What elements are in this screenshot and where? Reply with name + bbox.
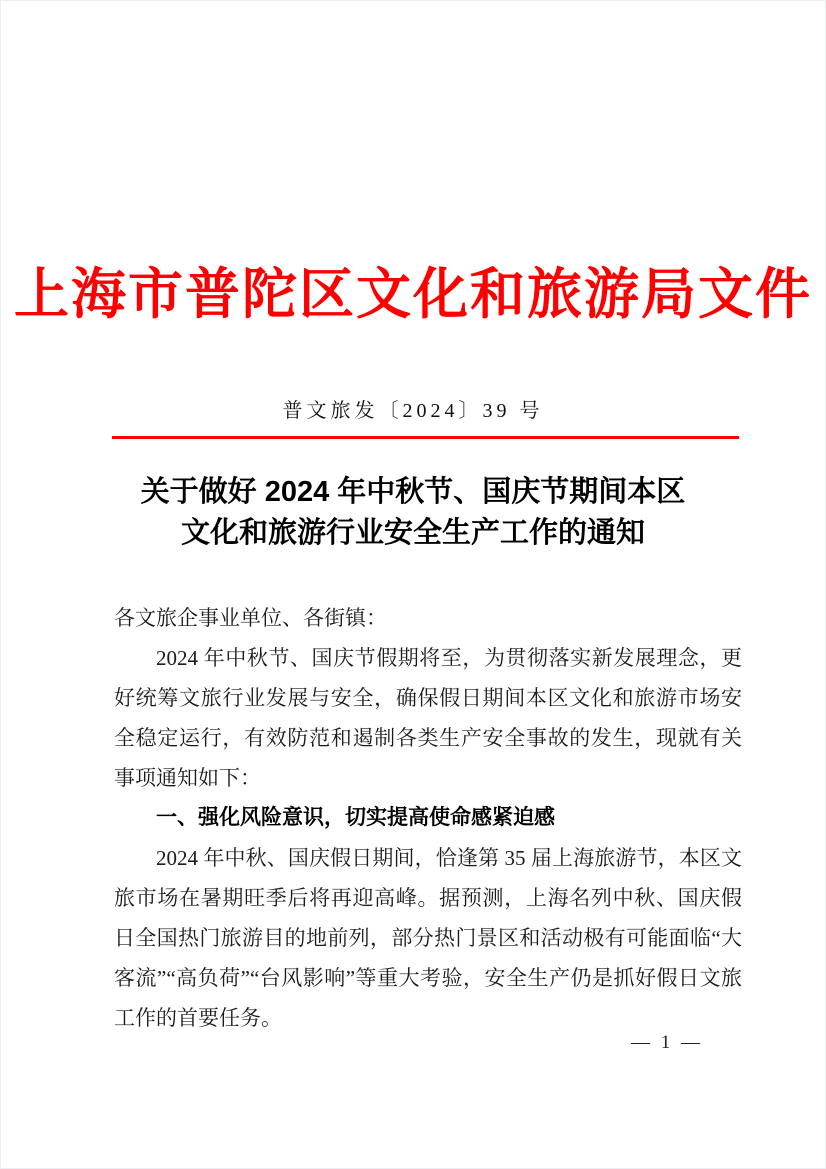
paragraph-section-1: 2024 年中秋、国庆假日期间，恰逢第 35 届上海旅游节，本区文旅市场在暑期旺季后将再迎高峰。据预测，上海名列中秋、国庆假日全国热门旅游目的地前列，部分热门景区和活动极有可能面临“大客流”“高负荷”“台风影响”等重大考验，安全生产仍是抓好假日文旅工作的首要任务。 — [114, 846, 742, 1030]
doc-title — [1, 472, 825, 554]
agency-banner: 上海市普陀区文化和旅游局文件 — [13, 264, 812, 325]
doc-title-line1: 关于做好 2024 年中秋节、国庆节期间本区 — [140, 476, 686, 508]
doc-body — [114, 598, 742, 1038]
salutation: 各文旅企事业单位、各街镇： — [114, 606, 387, 630]
doc-number: 普文旅发〔2024〕39 号 — [282, 400, 544, 422]
red-divider-line — [112, 436, 739, 439]
paragraph-intro: 2024 年中秋节、国庆节假期将至，为贯彻落实新发展理念，更好统筹文旅行业发展与安全，确保假日期间本区文化和旅游市场安全稳定运行，有效防范和遏制各类生产安全事故的发生，现就有关事项通知如下： — [114, 646, 742, 790]
page-number: — 1 — — [631, 1032, 703, 1053]
section-heading-1: 一、强化风险意识，切实提高使命感紧迫感 — [156, 806, 555, 829]
doc-title-line2: 文化和旅游行业安全生产工作的通知 — [180, 517, 645, 549]
